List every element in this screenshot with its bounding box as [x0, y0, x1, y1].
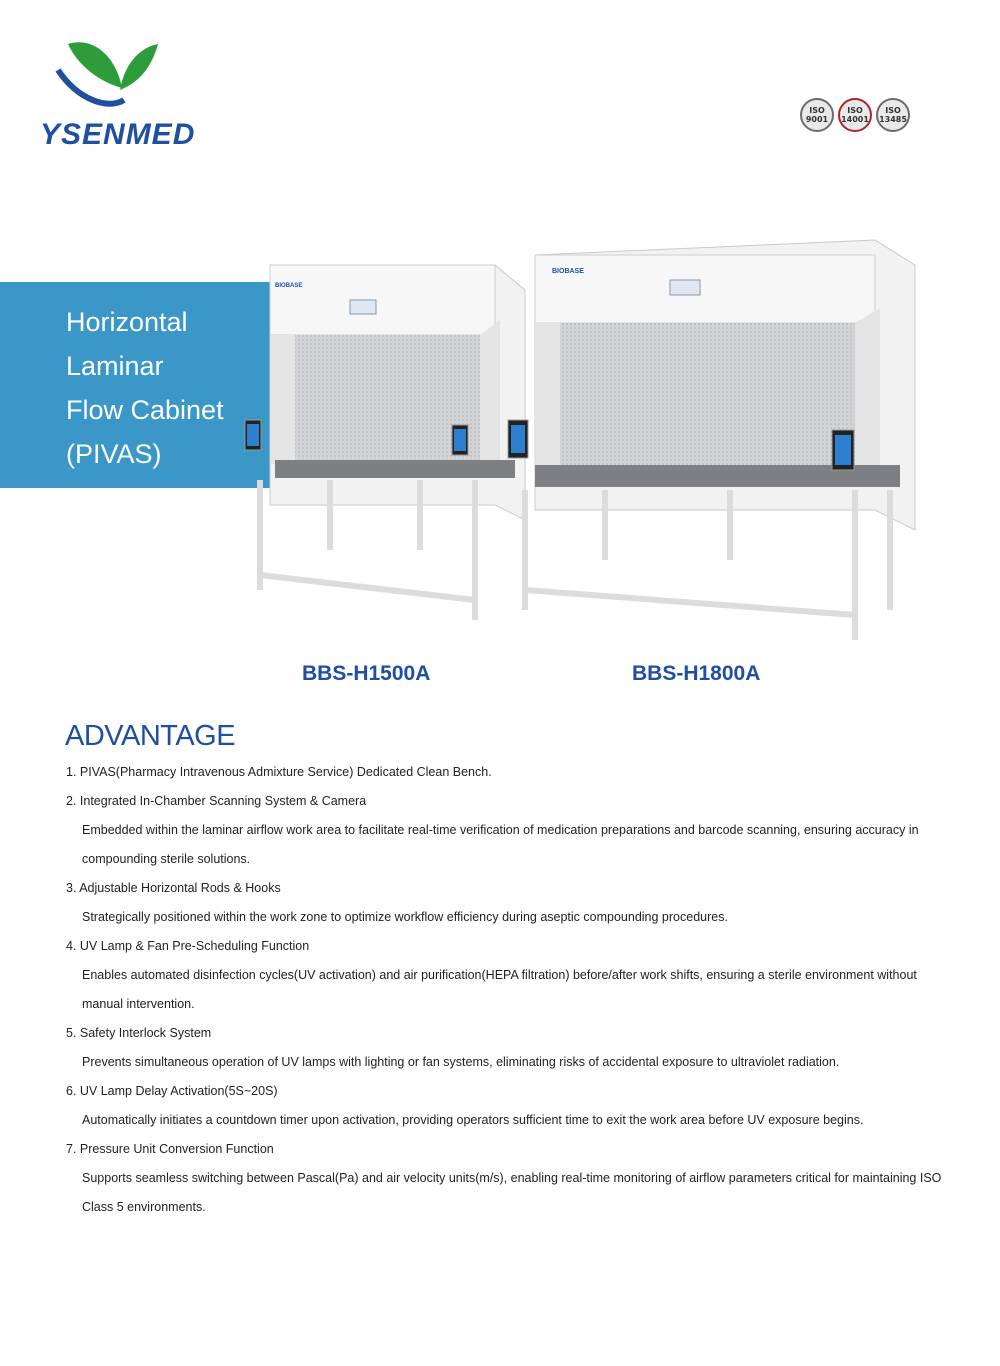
advantage-item: [66, 1135, 946, 1222]
iso-9001-badge: ISO 9001: [800, 98, 834, 132]
advantage-item-title: 2. Integrated In-Chamber Scanning System & Camera: [66, 794, 367, 808]
advantage-list: [66, 758, 946, 1222]
cabinet-bbs-h1500a: [245, 265, 525, 620]
logo-leaf-right: [120, 44, 158, 90]
advantage-item: [66, 787, 946, 874]
advantage-item-title: 1. PIVAS(Pharmacy Intravenous Admixture Service) Dedicated Clean Bench.: [66, 765, 492, 779]
product-title: Horizontal Laminar Flow Cabinet (PIVAS): [66, 307, 224, 469]
work-surface-a: [275, 460, 515, 478]
advantage-item-description: Embedded within the laminar airflow work area to facilitate real-time verification of medication preparations and barcode scanning, ensuring accuracy in compounding sterile solutions.: [82, 823, 919, 866]
control-panel-a: [350, 300, 376, 314]
brand-name: YSENMED: [40, 118, 196, 151]
control-panel-b: [670, 280, 700, 295]
advantage-item-title: 7. Pressure Unit Conversion Function: [66, 1142, 274, 1156]
advantage-item: [66, 1019, 946, 1077]
advantage-item-title: 5. Safety Interlock System: [66, 1026, 212, 1040]
advantage-item-title: 6. UV Lamp Delay Activation(5S~20S): [66, 1084, 278, 1098]
logo-leaf-left: [68, 42, 122, 88]
advantage-item-description: Enables automated disinfection cycles(UV activation) and air purification(HEPA filtration) before/after work shifts, ensuring a sterile environment without manual intervention.: [82, 968, 917, 1011]
iso-13485-badge: ISO 13485: [876, 98, 910, 132]
advantage-item: [66, 874, 946, 932]
advantage-item-description: Strategically positioned within the work zone to optimize workflow efficiency during aseptic compounding procedures.: [82, 910, 728, 924]
model-label-bbs-h1800a: BBS-H1800A: [632, 662, 761, 685]
iso-14001-badge: ISO 14001: [838, 98, 872, 132]
advantage-item: [66, 758, 946, 787]
advantage-item-title: 3. Adjustable Horizontal Rods & Hooks: [66, 881, 281, 895]
certification-badges: [800, 98, 910, 132]
advantage-item-description: Supports seamless switching between Pascal(Pa) and air velocity units(m/s), enabling real-time monitoring of airflow parameters critical for maintaining ISO Class 5 environments.: [82, 1171, 942, 1214]
cabinet-bbs-h1800a: [508, 240, 915, 640]
product-image: [225, 230, 925, 660]
model-label-bbs-h1500a: BBS-H1500A: [302, 662, 431, 685]
product-brand-label-a: BIOBASE: [275, 283, 303, 289]
advantage-item: [66, 1077, 946, 1135]
advantage-item: [66, 932, 946, 1019]
product-brand-label-b: BIOBASE: [552, 268, 584, 275]
advantage-item-description: Automatically initiates a countdown timer upon activation, providing operators sufficient time to exit the work area before UV exposure begins.: [82, 1113, 864, 1127]
advantage-heading: ADVANTAGE: [65, 720, 236, 752]
advantage-item-title: 4. UV Lamp & Fan Pre-Scheduling Function: [66, 939, 310, 953]
advantage-item-description: Prevents simultaneous operation of UV lamps with lighting or fan systems, eliminating risks of accidental exposure to ultraviolet radiation.: [82, 1055, 840, 1069]
